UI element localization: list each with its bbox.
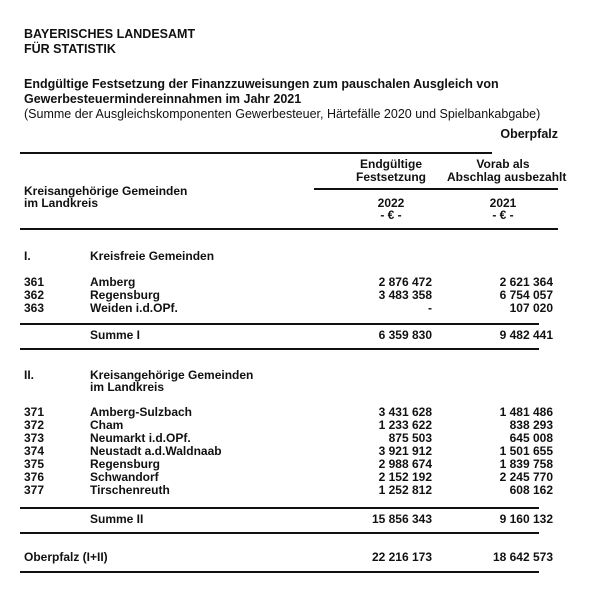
row-value-2021: 6 754 057	[499, 288, 553, 302]
row-value-2022: 2 152 192	[378, 470, 432, 484]
table-top-rule	[20, 152, 492, 154]
section2-title-line1: Kreisangehörige Gemeinden	[90, 368, 254, 382]
section1-sum-2022: 6 359 830	[378, 328, 432, 342]
col1-header-line2: Festsetzung	[355, 170, 426, 184]
row-name: Amberg	[90, 275, 136, 289]
row-value-2021: 1 481 486	[499, 405, 553, 419]
subtitle: (Summe der Ausgleichskomponenten Gewerbesteuer, Härtefälle 2020 und Spielbankabgabe)	[24, 107, 541, 121]
section2-sum-rule	[20, 507, 539, 509]
section2-sum-2021: 9 160 132	[499, 512, 553, 526]
row-name: Neustadt a.d.Waldnaab	[90, 444, 222, 458]
row-code: 372	[24, 418, 45, 432]
header-bottom-rule	[20, 228, 558, 230]
col2-year: 2021	[489, 196, 517, 210]
col1-unit: - € -	[380, 208, 402, 222]
row-code: 375	[24, 457, 45, 471]
row-name: Weiden i.d.OPf.	[90, 301, 178, 315]
total-label: Oberpfalz (I+II)	[24, 550, 108, 564]
row-code: 373	[24, 431, 45, 445]
header-mid-rule	[314, 188, 558, 190]
col2-header-line2: Abschlag ausbezahlt	[447, 170, 567, 184]
row-value-2021: 608 162	[509, 483, 553, 497]
section1-bottom-rule	[20, 348, 539, 350]
section1-roman: I.	[24, 249, 31, 263]
row-value-2021: 107 020	[509, 301, 553, 315]
row-value-2021: 2 621 364	[499, 275, 553, 289]
section2-title-line2: im Landkreis	[90, 380, 165, 394]
org-name-line1: BAYERISCHES LANDESAMT	[24, 27, 196, 41]
row-code: 361	[24, 275, 45, 289]
row-value-2022: 875 503	[388, 431, 432, 445]
section2-sum-label: Summe II	[90, 512, 144, 526]
row-value-2022: 3 921 912	[378, 444, 432, 458]
row-value-2022: 3 431 628	[378, 405, 432, 419]
title-line1: Endgültige Festsetzung der Finanzzuweisungen zum pauschalen Ausgleich von	[24, 77, 499, 91]
col1-header-line1: Endgültige	[360, 157, 422, 171]
title-line2: Gewerbesteuermindereinnahmen im Jahr 2021	[24, 92, 302, 106]
total-bottom-rule	[20, 571, 539, 573]
row-value-2022: 1 252 812	[378, 483, 432, 497]
row-value-2021: 838 293	[509, 418, 553, 432]
row-value-2022: 1 233 622	[378, 418, 432, 432]
col2-unit: - € -	[492, 208, 514, 222]
row-code: 371	[24, 405, 45, 419]
row-name: Regensburg	[90, 457, 161, 471]
row-value-2021: 645 008	[509, 431, 553, 445]
row-value-2021: 2 245 770	[499, 470, 553, 484]
row-code: 362	[24, 288, 45, 302]
region-label: Oberpfalz	[500, 127, 558, 141]
section2-roman: II.	[24, 368, 35, 382]
col2-header-line1: Vorab als	[476, 157, 530, 171]
row-value-2022: 2 876 472	[378, 275, 432, 289]
row-name: Schwandorf	[90, 470, 159, 484]
section1-sum-label: Summe I	[90, 328, 141, 342]
total-2021: 18 642 573	[492, 550, 553, 564]
section1-sum-rule	[20, 323, 539, 325]
row-name: Amberg-Sulzbach	[90, 405, 193, 419]
row-name: Regensburg	[90, 288, 161, 302]
row-value-2022: 2 988 674	[378, 457, 432, 471]
row-code: 363	[24, 301, 45, 315]
row-code: 377	[24, 483, 45, 497]
row-value-2022: 3 483 358	[378, 288, 432, 302]
row-name: Neumarkt i.d.OPf.	[90, 431, 191, 445]
row-name: Tirschenreuth	[90, 483, 170, 497]
row-code: 374	[24, 444, 45, 458]
section1-title: Kreisfreie Gemeinden	[90, 249, 215, 263]
row-value-2021: 1 501 655	[499, 444, 553, 458]
org-name-line2: FÜR STATISTIK	[24, 42, 116, 56]
section2-bottom-rule	[20, 532, 539, 534]
section1-sum-2021: 9 482 441	[499, 328, 553, 342]
total-2022: 22 216 173	[371, 550, 432, 564]
row-name: Cham	[90, 418, 124, 432]
col-name-header-line1: Kreisangehörige Gemeinden	[24, 184, 188, 198]
row-value-2021: 1 839 758	[499, 457, 553, 471]
row-value-2022: -	[428, 301, 432, 315]
col-name-header-line2: im Landkreis	[24, 196, 99, 210]
section2-sum-2022: 15 856 343	[371, 512, 432, 526]
col1-year: 2022	[377, 196, 405, 210]
row-code: 376	[24, 470, 45, 484]
